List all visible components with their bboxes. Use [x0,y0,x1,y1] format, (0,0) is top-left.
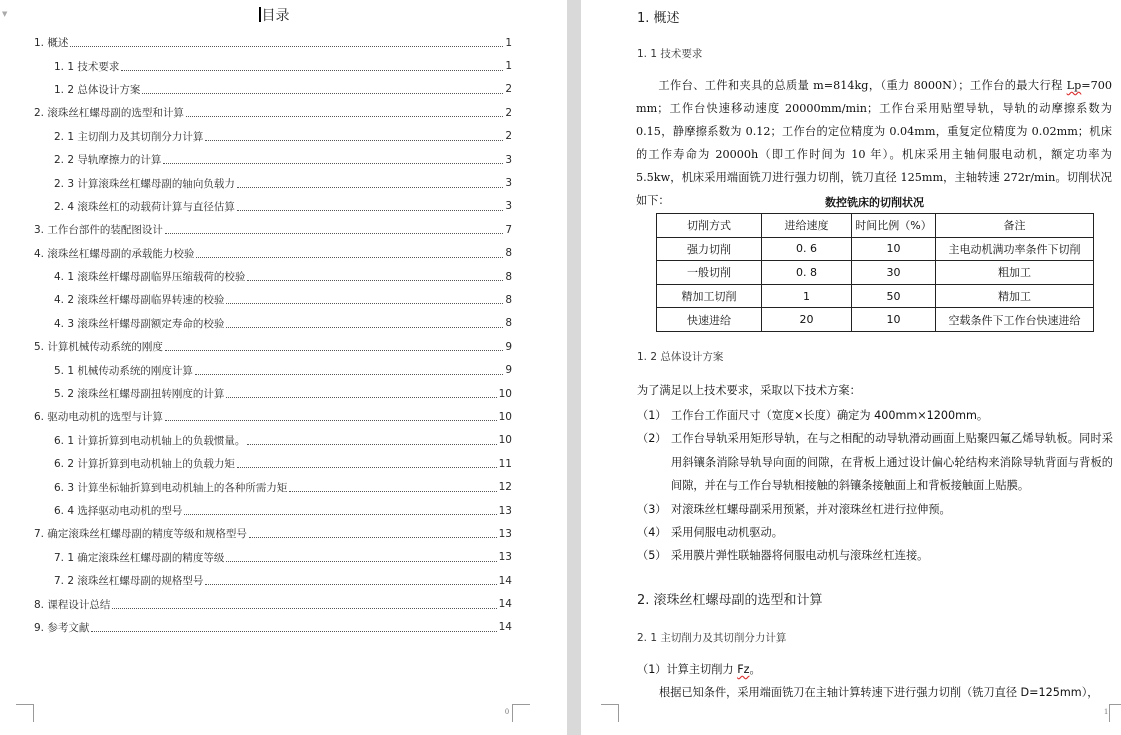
toc-entry-page: 9 [505,340,512,353]
toc-dot-leader [247,444,496,445]
toc-entry-label[interactable]: 3. 工作台部件的装配图设计 [34,224,163,237]
toc-dot-leader [249,537,497,538]
table-cell: 30 [852,261,936,285]
toc-entry[interactable] [34,522,512,545]
list-item [637,427,1113,497]
table-row [657,284,1094,308]
toc-entry[interactable] [34,475,512,498]
toc-entry[interactable] [34,358,512,381]
toc-entry[interactable] [34,171,512,194]
toc-entry-page: 3 [505,153,512,166]
heading-ballscrew-selection: 2. 滚珠丝杠螺母副的选型和计算 [637,593,823,608]
toc-entry[interactable] [34,288,512,311]
toc-dot-leader [165,350,503,351]
scheme-intro: 为了满足以上技术要求，采取以下技术方案： [637,384,861,397]
toc-dot-leader [237,187,503,188]
column-header: 备注 [936,214,1094,238]
toc-entry-page: 13 [498,504,512,517]
table-cell: 50 [852,284,936,308]
toc-entry-label[interactable]: 4. 2 滚珠丝杆螺母副临界转速的校验 [54,294,225,307]
table-cell: 精加工切削 [657,284,762,308]
step-1-paragraph: 根据已知条件，采用端面铣刀在主轴计算转速下进行强力切削（铣刀直径 D=125mm）， [659,686,1099,699]
toc-entry-page: 12 [498,481,512,494]
page-number: 0 [505,707,509,716]
toc-entry[interactable] [34,31,512,54]
toc-entry-page: 14 [498,574,512,587]
text-cursor [259,7,261,22]
list-item-number: （2） [637,432,667,446]
toc-dot-leader [237,467,497,468]
toc-entry-page: 8 [505,317,512,330]
toc-dot-leader [165,233,503,234]
table-cell: 0. 6 [762,237,852,261]
toc-dot-leader [165,420,497,421]
toc-title: 目录 [0,5,548,25]
table-cell: 精加工 [936,284,1094,308]
toc-entry[interactable] [34,335,512,358]
toc-entry-label[interactable]: 2. 1 主切削力及其切削分力计算 [54,130,204,143]
toc-entry[interactable] [34,125,512,148]
toc-entry[interactable] [34,592,512,615]
list-item-text: 工作台导轨采用矩形导轨，在与之相配的动导轨滑动画面上贴聚四氟乙烯导轨板。同时采用斜镶条消除导轨导向面的间隙，在背板上通过设计偏心轮结构来消除导轨背面与背板的间隙，并在与工作台导轨相接触的斜镶条接触面上和背板接触面上贴膜。 [671,432,1113,493]
toc-entry[interactable] [34,218,512,241]
toc-entry-label[interactable]: 7. 1 确定滚珠丝杠螺母副的精度等级 [54,551,225,564]
table-cell: 一般切削 [657,261,762,285]
toc-entry-label[interactable]: 7. 确定滚珠丝杠螺母副的精度等级和规格型号 [34,528,247,541]
table-cell: 10 [852,308,936,332]
table-cell: 主电动机满功率条件下切削 [936,237,1094,261]
toc-dot-leader [247,280,503,281]
list-item [637,521,1113,544]
page-corner-mark [601,704,619,722]
toc-entry-page: 10 [498,410,512,423]
table-cell: 空载条件下工作台快速进给 [936,308,1094,332]
toc-dot-leader [70,46,503,47]
page-corner-mark [512,704,530,722]
toc-entry-page: 3 [505,177,512,190]
toc-entry-label[interactable]: 4. 滚珠丝杠螺母副的承载能力校验 [34,247,195,260]
toc-dot-leader [142,93,503,94]
toc-entry-label[interactable]: 1. 1 技术要求 [54,60,120,73]
list-item [637,404,1113,427]
toc-dot-leader [112,608,496,609]
table-cell: 粗加工 [936,261,1094,285]
heading-overview: 1. 概述 [637,11,680,26]
toc-entry-label[interactable]: 2. 3 计算滚珠丝杠螺母副的轴向负载力 [54,177,235,190]
toc-entry-label[interactable]: 5. 1 机械传动系统的刚度计算 [54,364,193,377]
toc-dot-leader [226,561,496,562]
list-item [637,544,1113,567]
toc-dot-leader [121,70,503,71]
toc-entry-label[interactable]: 9. 参考文献 [34,621,90,634]
toc-dot-leader [226,397,496,398]
table-cell: 20 [762,308,852,332]
toc-entry-label[interactable]: 2. 2 导轨摩擦力的计算 [54,154,162,167]
toc-entry-label[interactable]: 6. 3 计算坐标轴折算到电动机轴上的各种所需力矩 [54,481,288,494]
toc-dot-leader [184,514,496,515]
table-header-row [657,214,1094,238]
toc-entry-label[interactable]: 6. 2 计算折算到电动机轴上的负载力矩 [54,458,235,471]
column-header: 切削方式 [657,214,762,238]
table-cell: 0. 8 [762,261,852,285]
toc-entry[interactable] [34,265,512,288]
toc-entry-label[interactable]: 6. 驱动电动机的选型与计算 [34,411,163,424]
column-header: 进给速度 [762,214,852,238]
list-item [637,498,1113,521]
toc-entry[interactable] [34,148,512,171]
list-item-text: 对滚珠丝杠螺母副采用预紧，并对滚珠丝杠进行拉伸预。 [671,502,951,516]
cutting-conditions-table [656,213,1094,332]
toc-entry-label[interactable]: 5. 2 滚珠丝杠螺母副扭转刚度的计算 [54,388,225,401]
table-cell: 10 [852,237,936,261]
content-page [581,0,1121,735]
toc-entry[interactable] [34,429,512,452]
table-caption: 数控铣床的切削状况 [825,196,924,209]
column-header: 时间比例（%） [852,214,936,238]
toc-entry-label[interactable]: 4. 1 滚珠丝杆螺母副临界压缩载荷的校验 [54,271,246,284]
page-corner-mark [1109,704,1121,722]
toc-dot-leader [186,116,503,117]
toc-entry-label[interactable]: 5. 计算机械传动系统的刚度 [34,341,163,354]
toc-dot-leader [163,163,503,164]
list-item-number: （1） [637,409,667,422]
toc-dot-leader [226,303,503,304]
toc-entry-page: 1 [505,36,512,49]
toc-entry-label[interactable]: 6. 4 选择驱动电动机的型号 [54,505,183,517]
heading-tech-requirements: 1. 1 技术要求 [637,48,703,60]
toc-entry[interactable] [34,101,512,124]
toc-entry-label[interactable]: 2. 滚珠丝杠螺母副的选型和计算 [34,107,184,120]
step-1-line: （1）计算主切削力 Fz。 [637,663,761,676]
toc-entry[interactable] [34,499,512,522]
toc-entry-label[interactable]: 1. 概述 [34,37,69,50]
toc-dot-leader [226,327,503,328]
toc-entry[interactable] [34,54,512,77]
table-row [657,308,1094,332]
table-row [657,261,1094,285]
toc-list [34,31,512,639]
toc-entry-page: 10 [498,387,512,400]
toc-dot-leader [289,491,496,492]
toc-entry-label[interactable]: 2. 4 滚珠丝杠的动载荷计算与直径估算 [54,200,235,213]
toc-entry[interactable] [34,242,512,265]
toc-entry-page: 8 [505,270,512,283]
toc-entry[interactable] [34,405,512,428]
toc-entry-label[interactable]: 4. 3 滚珠丝杆螺母副额定寿命的校验 [54,317,225,330]
heading-overall-design: 1. 2 总体设计方案 [637,351,724,363]
toc-entry[interactable] [34,569,512,592]
toc-dot-leader [205,140,503,141]
toc-entry-label[interactable]: 6. 1 计算折算到电动机轴上的负载惯量。 [54,434,246,447]
table-cell: 1 [762,284,852,308]
toc-entry[interactable] [34,546,512,569]
toc-entry-page: 14 [498,621,512,634]
list-item-number: （3） [637,502,667,516]
toc-entry-label[interactable]: 8. 课程设计总结 [34,598,111,611]
toc-entry-page: 10 [498,434,512,447]
list-item-number: （4） [637,526,667,540]
page-number: 1 [1104,707,1108,716]
toc-entry[interactable] [34,382,512,405]
toc-dot-leader [91,631,496,632]
heading-cutting-force: 2. 1 主切削力及其切削分力计算 [637,632,787,644]
table-cell: 强力切削 [657,237,762,261]
toc-entry-page: 13 [498,527,512,540]
toc-entry[interactable] [34,195,512,218]
scheme-list [637,404,1113,568]
table-cell: 快速进给 [657,308,762,332]
toc-entry-page: 11 [498,457,512,470]
toc-entry-page: 1 [505,60,512,73]
list-item-text: 采用膜片弹性联轴器将伺服电动机与滚珠丝杠连接。 [671,549,929,563]
toc-entry-label[interactable]: 1. 2 总体设计方案 [54,83,141,96]
list-item-text: 工作台工作面尺寸（宽度×长度）确定为 400mm×1200mm。 [671,409,989,422]
toc-entry-page: 2 [505,130,512,143]
toc-entry-page: 13 [498,551,512,564]
toc-entry[interactable] [34,616,512,639]
toc-entry-page: 9 [505,364,512,377]
toc-entry[interactable] [34,452,512,475]
toc-entry-page: 2 [505,106,512,119]
toc-entry[interactable] [34,78,512,101]
toc-entry[interactable] [34,312,512,335]
toc-entry-page: 14 [498,598,512,611]
collapse-triangle-icon[interactable]: ▼ [2,10,8,18]
toc-entry-page: 2 [505,83,512,96]
page-gutter [567,0,581,735]
toc-entry-page: 7 [505,223,512,236]
table-row [657,237,1094,261]
list-item-number: （5） [637,549,667,563]
toc-entry-page: 3 [505,200,512,213]
list-item-text: 采用伺服电动机驱动。 [671,526,783,540]
toc-dot-leader [205,584,496,585]
toc-dot-leader [237,210,503,211]
toc-dot-leader [195,374,503,375]
page-corner-mark [16,704,34,722]
spellcheck-word[interactable]: Fz [737,663,750,676]
spellcheck-word[interactable]: Lp [1066,79,1082,92]
toc-entry-page: 8 [505,247,512,260]
toc-entry-page: 8 [505,293,512,306]
requirements-paragraph: 工作台、工件和夹具的总质量 m=814kg，（重力 8000N）；工作台的最大行程 Lp=700 mm；工作台快速移动速度 20000mm/min；工作台采用贴塑导轨，导轨的动摩擦系数为 0.15，静摩擦系数为 0.12；工作台的定位精度为 0.04mm，重复定位精度为 0.02mm；机床的工作寿命为 20000h（即工作时间为 10 年）。机床采用主轴伺服电动机，额定功率为 5.5kw，机床采用端面铣刀进行强力切削，铣刀直径 125mm，主轴转速 272r/min。切削状况如下： [636,79,1112,207]
toc-entry-label[interactable]: 7. 2 滚珠丝杠螺母副的规格型号 [54,575,204,588]
toc-dot-leader [196,257,503,258]
